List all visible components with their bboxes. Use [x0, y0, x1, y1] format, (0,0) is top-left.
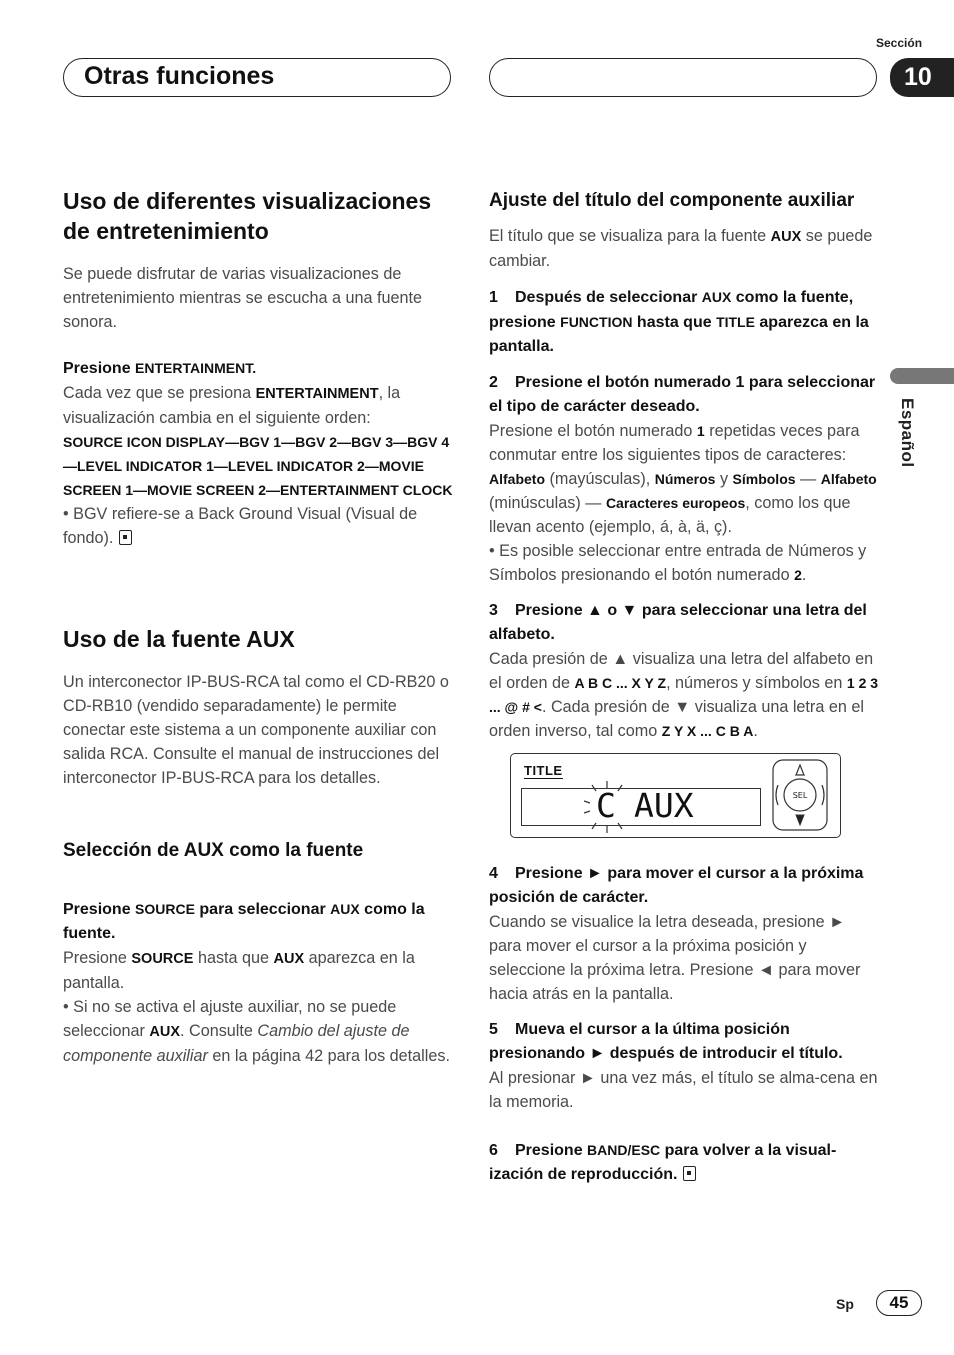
step-2-bullet: • Es posible seleccionar entre entrada de Números y Símbolos presionando el botón numerado 2. [489, 542, 867, 584]
lcd-title-label: TITLE [524, 763, 563, 778]
end-mark-icon [683, 1166, 696, 1181]
step-5-title: 5 Mueva el cursor a la última posición presionando ► después de introducir el título. [489, 1021, 843, 1062]
seccion-label: Sección [876, 36, 923, 50]
step-1: 1 Después de seleccionar AUX como la fuente, presione FUNCTION hasta que TITLE aparezca en la pantalla. [489, 289, 869, 355]
language-tab [890, 368, 954, 384]
select-aux-bullet: • Si no se activa el ajuste auxiliar, no se puede seleccionar AUX. Consulte Cambio del ajuste de componente auxiliar en la página 42 para los detalles. [63, 998, 450, 1065]
step-5-paragraph: Al presionar ► una vez más, el título se alma-cena en la memoria. [489, 1069, 878, 1111]
step-2-title: 2 Presione el botón numerado 1 para seleccionar el tipo de carácter deseado. [489, 374, 876, 415]
aux-intro: Un interconector IP-BUS-RCA tal como el CD-RB20 o CD-RB10 (vendido separadamente) le permite conectar este sistema a un componente auxiliar con salida RCA. Consulte el manual de instrucciones del interconector IP-BUS-RCA para los detalles. [63, 673, 449, 787]
lcd-text: AUX [634, 786, 694, 825]
subheading-select-aux: Selección de AUX como la fuente [63, 840, 364, 861]
aux-title-intro: El título que se visualiza para la fuente AUX se puede cambiar. [489, 227, 873, 270]
step-3-paragraph: Cada presión de ▲ visualiza una letra del alfabeto en el orden de A B C ... X Y Z, números y símbolos en 1 2 3 ... @ # <. Cada presión de ▼ visualiza una letra en el orden inverso, tal como Z Y X ... C B A. [489, 650, 879, 740]
step-6: 6 Presione BAND/ESC para volver a la visual-ización de reproducción. [489, 1142, 837, 1183]
header-blank-box [489, 58, 877, 97]
language-label: Español [898, 398, 917, 468]
entertainment-instruction: Presione ENTERTAINMENT. [63, 360, 257, 377]
entertainment-paragraph: Cada vez que se presiona ENTERTAINMENT, la visualización cambia en el siguiente orden: [63, 384, 401, 427]
step-4-title: 4 Presione ► para mover el cursor a la próxima posición de carácter. [489, 865, 864, 906]
section-number-tab: 10 [890, 58, 954, 97]
lcd-screen [521, 788, 761, 826]
step-4-paragraph: Cuando se visualice la letra deseada, presione ► para mover el cursor a la próxima posición y seleccione la próxima letra. Presione ◄ para mover hacia atrás en la pantalla. [489, 913, 861, 1003]
lcd-display-illustration [510, 753, 841, 838]
section-heading-aux: Uso de la fuente AUX [63, 626, 295, 652]
step-2-types: Alfabeto (mayúsculas), Números y Símbolos — Alfabeto (minúsculas) — Caracteres europeos, como los que llevan acento (ejemplo, á, à, ä, ç). [489, 470, 877, 536]
page-title: Otras funciones [84, 62, 275, 90]
right-column [489, 188, 879, 1187]
footer-lang-code: Sp [836, 1296, 854, 1312]
lcd-blink-icon [582, 779, 632, 835]
page-number: 45 [876, 1290, 922, 1316]
step-2-paragraph: Presione el botón numerado 1 repetidas veces para conmutar entre los siguientes tipos de caracteres: [489, 422, 860, 464]
entertainment-bullet: • BGV refiere-se a Back Ground Visual (Visual de fondo). [63, 505, 418, 547]
section-heading-entertainment: Uso de diferentes visualizaciones de entretenimiento [63, 188, 432, 244]
entertainment-sequence: SOURCE ICON DISPLAY—BGV 1—BGV 2—BGV 3—BGV 4—LEVEL INDICATOR 1—LEVEL INDICATOR 2—MOVIE SCREEN 1—MOVIE SCREEN 2—ENTERTAINMENT CLOCK [63, 434, 453, 498]
end-mark-icon [119, 530, 132, 545]
header-title-box [63, 58, 451, 97]
select-aux-paragraph: Presione SOURCE hasta que AUX aparezca en la pantalla. [63, 949, 415, 992]
left-column [63, 186, 453, 1068]
entertainment-intro: Se puede disfrutar de varias visualizaciones de entretenimiento mientras se escucha a una fuente sonora. [63, 265, 423, 331]
select-aux-instruction: Presione SOURCE para seleccionar AUX como la fuente. [63, 901, 425, 942]
subheading-aux-title: Ajuste del título del componente auxiliar [489, 190, 855, 211]
joystick-knob-icon [772, 759, 828, 831]
knob-sel-label: SEL [792, 791, 808, 800]
step-3-title: 3 Presione ▲ o ▼ para seleccionar una letra del alfabeto. [489, 602, 867, 643]
lcd-cursor-char: C [596, 786, 616, 825]
